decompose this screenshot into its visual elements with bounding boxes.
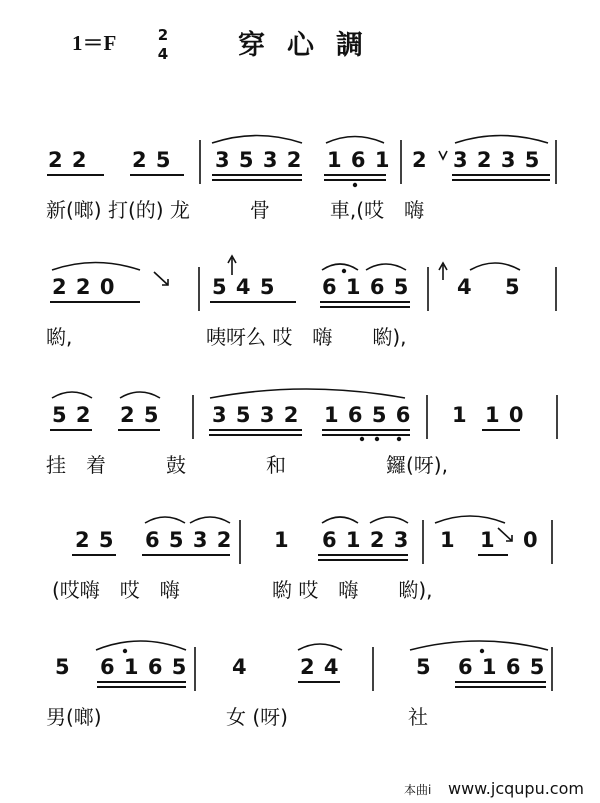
lyric-r4b: 喲 哎 嗨 喲), <box>272 578 433 602</box>
lyric-r5b: 女 (呀) <box>226 705 288 729</box>
notes-r2-m1: 2 2 0 <box>52 275 116 299</box>
slurs <box>52 136 548 651</box>
notes-r5-m1a: 5 <box>55 655 71 679</box>
notes-r4-m1b: 6 5 3 2 <box>145 528 233 552</box>
notes-r5-m2b: 2 4 <box>300 655 340 679</box>
notes-r5-m1b: 6 1 6 5 <box>100 655 188 679</box>
notes-r2-m3b: 5 <box>505 275 521 299</box>
notes-r5-m2a: 4 <box>232 655 248 679</box>
time-signature-numerator: 2 <box>157 26 169 44</box>
notes-r1-m2a: 3 5 3 2 <box>215 148 303 172</box>
notes-r1-m1a: 2 2 <box>48 148 88 172</box>
watermark-prefix: 本曲i <box>404 783 432 797</box>
key-signature: 1＝F <box>72 31 117 55</box>
notes-r4-m2b: 6 1 2 3 <box>322 528 410 552</box>
notes-r4-m3c: 0 <box>523 528 539 552</box>
lyric-r5a: 男(啷) <box>46 705 102 729</box>
lyric-r5c: 社 <box>408 705 428 729</box>
notes-r3-m2b: 1 6 5 6 <box>324 403 412 427</box>
time-signature-denominator: 4 <box>157 45 169 63</box>
lyric-r2b: 咦呀么 哎 嗨 喲), <box>206 325 407 349</box>
expression-marks <box>154 148 512 541</box>
notes-r3-m1a: 5 2 <box>52 403 92 427</box>
lyric-r3: 挂 着 鼓 和 鑼(呀), <box>46 453 448 477</box>
notes-r2-m2a: 5 4 5 <box>212 275 276 299</box>
notes-r5-m3b: 6 1 6 5 <box>458 655 546 679</box>
notes-r4-m3b: 1 <box>480 528 496 552</box>
octave-dots <box>123 183 484 653</box>
lyric-r4a: (哎嗨 哎 嗨 <box>52 578 180 602</box>
song-title: 穿心調 <box>238 30 385 61</box>
notes-r4-m1a: 2 5 <box>75 528 115 552</box>
notes-r4-m2a: 1 <box>274 528 290 552</box>
notes-r3-m1b: 2 5 <box>120 403 160 427</box>
watermark-url: www.jcqupu.com <box>448 779 584 798</box>
notes-r3-m3b: 1 0 <box>485 403 525 427</box>
lyric-r2a: 喲, <box>46 325 73 349</box>
notes-r2-m2b: 6 1 6 5 <box>322 275 410 299</box>
notes-r4-m3a: 1 <box>440 528 456 552</box>
notes-r3-m3a: 1 <box>452 403 468 427</box>
lyric-r1: 新(啷) 打(的) 龙 骨 車,(哎 嗨 <box>46 198 425 222</box>
notes-r2-m3a: 4 <box>457 275 473 299</box>
notes-r5-m3a: 5 <box>416 655 432 679</box>
notes-r3-m2a: 3 5 3 2 <box>212 403 300 427</box>
barlines <box>193 140 557 691</box>
rhythm-underlines <box>47 175 550 687</box>
notes-r1-m2b: 1 6 1 <box>327 148 391 172</box>
notes-r1-m3b: 3 2 3 5 <box>453 148 541 172</box>
notes-r1-m1b: 2 5 <box>132 148 172 172</box>
notes-r1-m3a: 2 <box>412 148 428 172</box>
